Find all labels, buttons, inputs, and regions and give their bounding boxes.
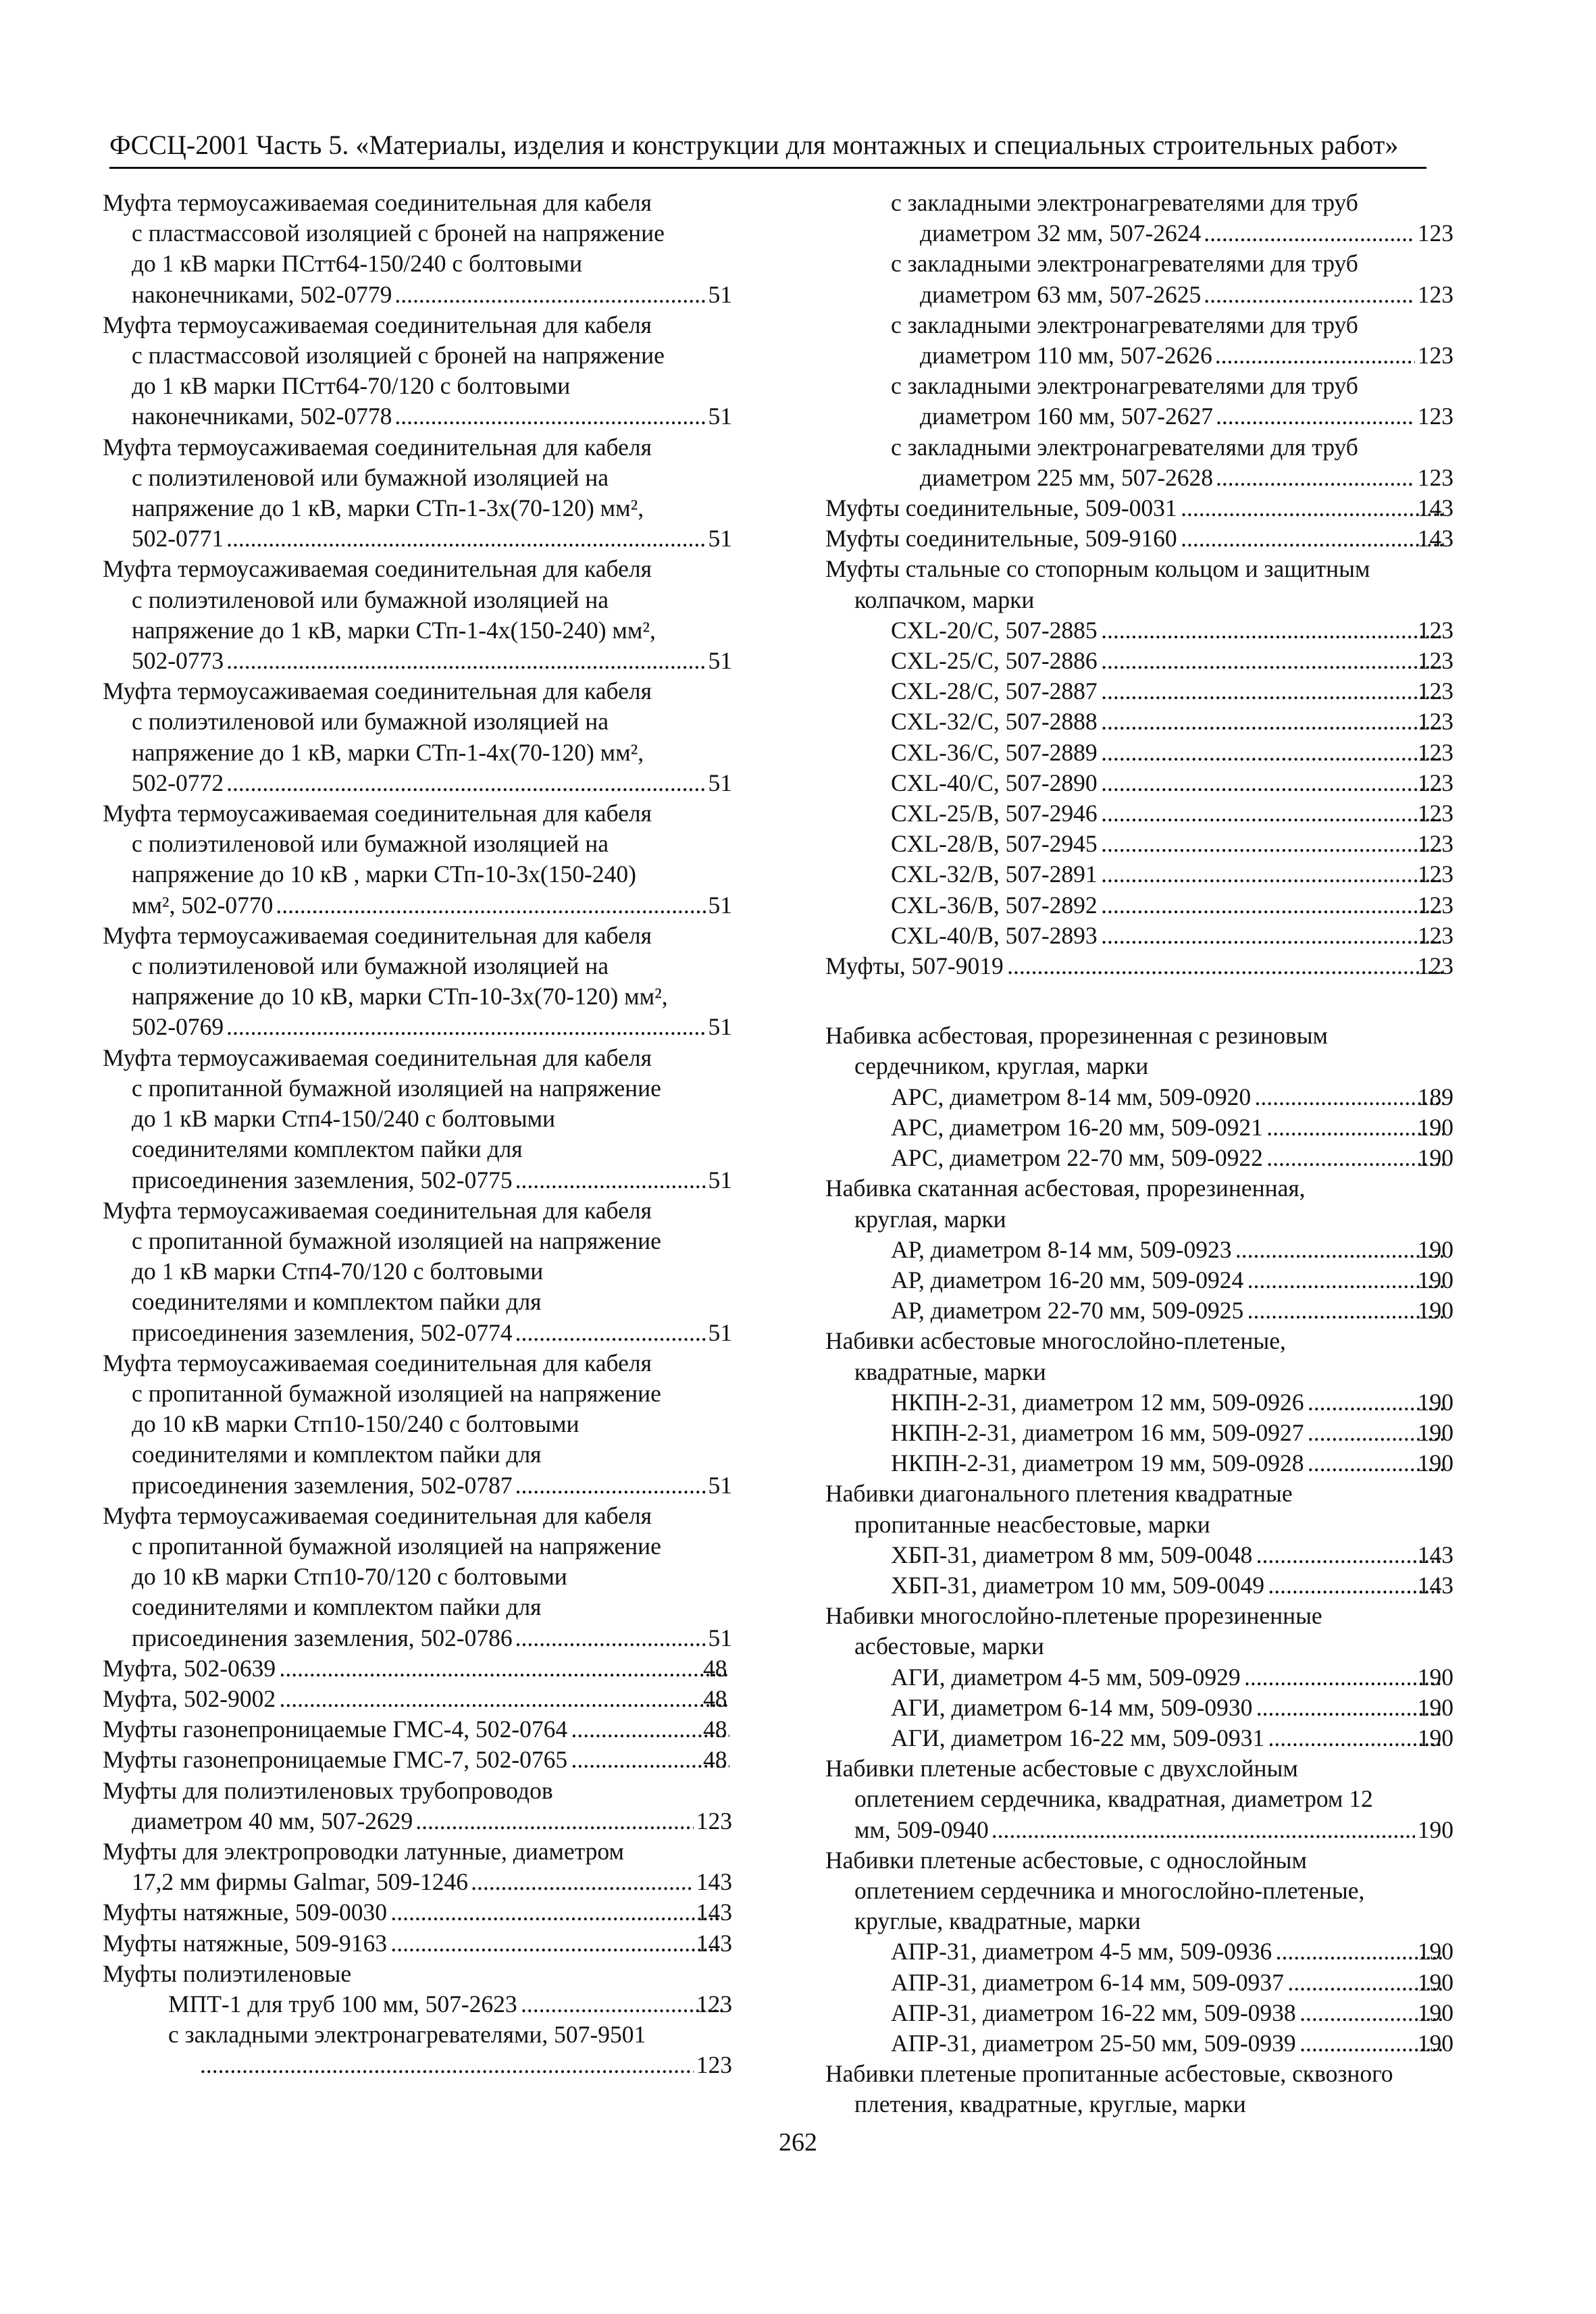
running-header: ФССЦ-2001 Часть 5. «Материалы, изделия и конструкции для монтажных и специальных строительных работ» — [109, 130, 1399, 160]
entry-text: Муфта термоусаживаемая соединительная для кабеля с полиэтиленовой или бумажной изоляцией на напряжение до 1 кВ, марки СТп-1-4х(70-120) мм², — [103, 677, 652, 766]
entry-text: с закладными электронагревателями для труб — [891, 189, 1358, 216]
entry-page-number: 51 — [708, 647, 732, 675]
index-entry — [825, 1143, 1453, 1173]
entry-page-number: 123 — [1417, 647, 1453, 675]
entry-page-number: 190 — [1417, 1663, 1453, 1691]
index-entry — [825, 523, 1453, 554]
entry-page-number: 51 — [708, 769, 732, 796]
index-entry — [825, 1265, 1453, 1295]
entry-text: Муфты для полиэтиленовых трубопроводов — [103, 1776, 553, 1804]
entry-page-number: 123 — [1417, 921, 1453, 949]
entry-last-line: CXL-32/B, 507-2891 — [891, 860, 1098, 888]
entry-page-number: 123 — [1417, 616, 1453, 644]
dot-leader — [1100, 829, 1444, 859]
index-entry — [825, 1173, 1453, 1234]
index-entry — [825, 1723, 1453, 1753]
entry-page-number: 123 — [1417, 800, 1453, 827]
dot-leader — [415, 1806, 693, 1836]
entry-text: Муфта термоусаживаемая соединительная для кабеля с пропитанной бумажной изоляцией на напряжение до 1 кВ марки Стп4-150/240 с болтовыми соединителями комплектом пайки для — [103, 1044, 661, 1163]
index-entry — [825, 1540, 1453, 1570]
index-entry — [103, 1836, 732, 1897]
dot-leader — [200, 2050, 694, 2080]
entry-last-line: CXL-20/C, 507-2885 — [891, 616, 1098, 644]
entry-page-number: 123 — [1417, 280, 1453, 308]
index-entry — [103, 432, 732, 555]
dot-leader — [1100, 859, 1444, 890]
entry-text: Муфта термоусаживаемая соединительная для кабеля с пластмассовой изоляцией с броней на напряжение до 1 кВ марки ПСтт64-70/120 с болтовыми — [103, 311, 665, 400]
entry-last-line: 17,2 мм фирмы Galmar, 509-1246 — [132, 1868, 469, 1896]
dot-leader — [1255, 1693, 1443, 1723]
entry-last-line: CXL-36/B, 507-2892 — [891, 891, 1098, 919]
index-entry — [103, 1959, 732, 1989]
entry-page-number: 123 — [1417, 463, 1453, 491]
index-entry: Муфта, 502-9002 ..... 48 — [103, 1684, 732, 1714]
entry-page-number: 190 — [1417, 1449, 1453, 1477]
index-entry — [825, 676, 1453, 706]
index-entry — [103, 1928, 732, 1959]
entry-page-number: 189 — [1417, 1083, 1453, 1110]
entry-page-number: 190 — [1417, 1724, 1453, 1751]
entry-last-line: CXL-40/C, 507-2890 — [891, 769, 1098, 796]
dot-leader — [1254, 1082, 1444, 1112]
entry-page-number: 190 — [1417, 1938, 1453, 1965]
index-column-right — [825, 188, 1453, 2120]
entry-last-line: Муфта, 502-9002 — [103, 1685, 276, 1712]
dot-leader — [1246, 1295, 1443, 1326]
dot-leader — [390, 1897, 723, 1928]
entry-last-line: АР, диаметром 16-20 мм, 509-0924 — [891, 1266, 1244, 1293]
entry-page-number: 190 — [1417, 1144, 1453, 1172]
index-entry — [103, 1043, 732, 1195]
entry-last-line: присоединения заземления, 502-0775 — [132, 1166, 513, 1193]
index-entry — [825, 921, 1453, 951]
entry-page-number: 123 — [1417, 708, 1453, 736]
index-entry — [825, 1387, 1453, 1418]
entry-last-line: CXL-25/B, 507-2946 — [891, 800, 1098, 827]
dot-leader — [1216, 463, 1415, 493]
entry-last-line: мм, 509-0940 — [854, 1816, 989, 1843]
entry-text: Муфты полиэтиленовые — [103, 1959, 352, 1987]
entry-text: Муфты для электропроводки латунные, диаметром — [103, 1837, 624, 1865]
entry-last-line: CXL-40/B, 507-2893 — [891, 921, 1098, 949]
index-entry — [103, 1348, 732, 1501]
entry-page-number: 51 — [708, 403, 732, 430]
entry-text: Набивки асбестовые многослойно-плетеные, квадратные, марки — [825, 1327, 1286, 1385]
index-entry — [825, 1326, 1453, 1387]
entry-last-line: 502-0772 — [132, 769, 224, 796]
entry-text: Муфта термоусаживаемая соединительная для кабеля с пропитанной бумажной изоляцией на напряжение до 10 кВ марки Стп10-70/120 с болтовыми соединителями и комплектом пайки для — [103, 1501, 661, 1621]
index-entry: Муфты газонепроницаемые ГМС-4, 502-0764 ..... 48 — [103, 1714, 732, 1745]
index-entry — [825, 1601, 1453, 1662]
entry-last-line: 502-0773 — [132, 647, 224, 675]
entry-page-number: 190 — [1417, 1418, 1453, 1446]
index-entry — [825, 646, 1453, 676]
entry-last-line: ХБП-31, диаметром 10 мм, 509-0049 — [891, 1571, 1265, 1599]
entry-page-number: 51 — [708, 1471, 732, 1499]
dot-leader — [226, 768, 705, 798]
entry-last-line: АГИ, диаметром 16-22 мм, 509-0931 — [891, 1724, 1265, 1751]
index-entry — [825, 738, 1453, 768]
dot-leader — [992, 1815, 1415, 1845]
entry-last-line: АПР-31, диаметром 6-14 мм, 509-0937 — [891, 1968, 1284, 1996]
entry-text: Набивка асбестовая, прорезиненная с резиновым сердечником, круглая, марки — [825, 1022, 1329, 1080]
entry-text: с закладными электронагревателями для труб — [891, 372, 1358, 400]
entry-text: с закладными электронагревателями, 507-9501 — [168, 2021, 646, 2049]
index-entry — [825, 1693, 1453, 1723]
dot-leader — [394, 280, 705, 310]
page-number: 262 — [779, 2128, 817, 2157]
entry-last-line: диаметром 40 мм, 507-2629 — [132, 1807, 413, 1834]
entry-page-number: 190 — [1417, 1693, 1453, 1721]
entry-page-number: 190 — [1417, 1388, 1453, 1416]
dot-leader — [520, 1989, 723, 2020]
dot-leader — [1100, 798, 1444, 829]
entry-page-number: 143 — [1417, 1571, 1453, 1599]
index-entry — [825, 2059, 1453, 2119]
entry-page-number: 190 — [1417, 1297, 1453, 1325]
entry-page-number: 190 — [1417, 2029, 1453, 2057]
dot-leader — [1100, 646, 1444, 676]
index-entry — [103, 798, 732, 921]
index-entry — [825, 890, 1453, 921]
entry-last-line: диаметром 110 мм, 507-2626 — [920, 342, 1212, 369]
entry-page-number: 51 — [708, 525, 732, 552]
entry-page-number: 51 — [708, 891, 732, 919]
dot-leader — [1204, 280, 1414, 310]
entry-page-number: 190 — [1417, 1968, 1453, 1996]
entry-page-number: 123 — [1417, 860, 1453, 888]
index-entry — [103, 1989, 732, 2020]
entry-last-line: наконечниками, 502-0779 — [132, 280, 392, 308]
index-entry — [103, 554, 732, 676]
index-entry — [825, 554, 1453, 615]
entry-last-line: мм², 502-0770 — [132, 891, 274, 919]
dot-leader — [1235, 1235, 1444, 1265]
entry-last-line: диаметром 32 мм, 507-2624 — [920, 220, 1202, 247]
dot-leader — [276, 890, 705, 921]
entry-text: Муфта термоусаживаемая соединительная для кабеля с пропитанной бумажной изоляцией на напряжение до 1 кВ марки Стп4-70/120 с болтовыми соединителями и комплектом пайки для — [103, 1196, 661, 1316]
index-entry — [825, 1112, 1453, 1143]
dot-leader — [1100, 768, 1444, 798]
entry-last-line: АР, диаметром 22-70 мм, 509-0925 — [891, 1297, 1244, 1325]
header-rule — [109, 167, 1426, 169]
entry-last-line: CXL-25/C, 507-2886 — [891, 647, 1098, 675]
dot-leader — [1100, 890, 1444, 921]
index-entry — [825, 859, 1453, 890]
dot-leader — [515, 1470, 706, 1501]
index-entry — [825, 1479, 1453, 1539]
index-column-left — [103, 188, 732, 2081]
index-entry — [825, 1998, 1453, 2028]
entry-last-line: ХБП-31, диаметром 8 мм, 509-0048 — [891, 1541, 1253, 1568]
entry-last-line: АПР-31, диаметром 4-5 мм, 509-0936 — [891, 1938, 1272, 1965]
entry-last-line: диаметром 63 мм, 507-2625 — [920, 280, 1202, 308]
dot-leader — [390, 1928, 723, 1959]
entry-last-line: АПР-31, диаметром 25-50 мм, 509-0939 — [891, 2029, 1296, 2057]
entry-text: Муфта термоусаживаемая соединительная для кабеля с полиэтиленовой или бумажной изоляцией на напряжение до 10 кВ , марки СТп-10-3х(150-240) — [103, 800, 652, 888]
entry-text: Набивка скатанная асбестовая, прорезиненная, круглая, марки — [825, 1175, 1306, 1233]
entry-page-number: 51 — [708, 280, 732, 308]
entry-text: Муфта термоусаживаемая соединительная для кабеля с полиэтиленовой или бумажной изоляцией на напряжение до 1 кВ, марки СТп-1-4х(150-240) мм², — [103, 555, 656, 644]
entry-last-line: CXL-28/B, 507-2945 — [891, 830, 1098, 858]
entry-text: с закладными электронагревателями для труб — [891, 250, 1358, 278]
entry-last-line: НКПН-2-31, диаметром 16 мм, 509-0927 — [891, 1418, 1304, 1446]
entry-page-number: 123 — [696, 1807, 732, 1834]
index-entry — [103, 1897, 732, 1928]
index-entry — [825, 798, 1453, 829]
entry-page-number: 123 — [1417, 677, 1453, 705]
entry-last-line: Муфты, 507-9019 — [825, 952, 1004, 980]
dot-leader — [515, 1165, 706, 1195]
dot-leader — [226, 523, 705, 554]
entry-last-line: 502-0769 — [132, 1013, 224, 1041]
entry-last-line: присоединения заземления, 502-0774 — [132, 1318, 513, 1346]
entry-text: с закладными электронагревателями для труб — [891, 311, 1358, 338]
entry-text: Набивки плетеные пропитанные асбестовые, сквозного плетения, квадратные, круглые, марки — [825, 2060, 1393, 2118]
dot-leader — [278, 1684, 729, 1714]
entry-page-number: 143 — [1417, 494, 1453, 522]
index-entry — [103, 310, 732, 432]
dot-leader — [1006, 951, 1444, 981]
entry-page-number: 123 — [1417, 891, 1453, 919]
index-entry — [825, 371, 1453, 432]
index-entry — [825, 1082, 1453, 1112]
entry-page-number: 123 — [1417, 738, 1453, 766]
index-entry — [825, 1936, 1453, 1967]
entry-text: Муфта термоусаживаемая соединительная для кабеля с пропитанной бумажной изоляцией на напряжение до 10 кВ марки Стп10-150/240 с болтовыми соединителями и комплектом пайки для — [103, 1349, 661, 1468]
entry-page-number: 123 — [696, 1990, 732, 2017]
index-entry — [103, 2020, 732, 2080]
entry-page-number: 190 — [1417, 1999, 1453, 2026]
index-entry — [825, 1662, 1453, 1693]
index-entry — [825, 829, 1453, 859]
entry-last-line: CXL-32/C, 507-2888 — [891, 708, 1098, 736]
index-entry — [825, 1295, 1453, 1326]
entry-text: с закладными электронагревателями для труб — [891, 433, 1358, 461]
dot-leader — [394, 401, 705, 432]
entry-last-line: АРС, диаметром 8-14 мм, 509-0920 — [891, 1083, 1252, 1110]
entry-last-line: диаметром 160 мм, 507-2627 — [920, 403, 1214, 430]
entry-last-line: АР, диаметром 8-14 мм, 509-0923 — [891, 1235, 1232, 1263]
dot-leader — [1204, 218, 1414, 249]
entry-last-line: АРС, диаметром 22-70 мм, 509-0922 — [891, 1144, 1263, 1172]
entry-text: Муфта термоусаживаемая соединительная для кабеля с полиэтиленовой или бумажной изоляцией на напряжение до 10 кВ, марки СТп-10-3х(70-120) мм², — [103, 921, 668, 1010]
dot-leader — [1100, 921, 1444, 951]
index-entry — [103, 188, 732, 310]
index-entry — [825, 1753, 1453, 1845]
entry-last-line: CXL-36/C, 507-2889 — [891, 738, 1098, 766]
entry-text: Набивки многослойно-плетеные прорезиненные асбестовые, марки — [825, 1602, 1322, 1660]
dot-leader — [1100, 676, 1444, 706]
entry-last-line: НКПН-2-31, диаметром 12 мм, 509-0926 — [891, 1388, 1304, 1416]
index-entry — [825, 1570, 1453, 1601]
index-entry — [825, 493, 1453, 523]
index-entry — [825, 1235, 1453, 1265]
index-entry — [825, 768, 1453, 798]
dot-leader — [1255, 1540, 1443, 1570]
dot-leader — [1100, 706, 1444, 737]
dot-leader — [1180, 523, 1444, 554]
entry-page-number: 51 — [708, 1624, 732, 1651]
index-entry — [825, 951, 1453, 981]
index-entry — [825, 1418, 1453, 1448]
entry-page-number: 123 — [1417, 952, 1453, 980]
entry-page-number: 143 — [696, 1868, 732, 1896]
entry-last-line: АПР-31, диаметром 16-22 мм, 509-0938 — [891, 1999, 1296, 2026]
index-entry — [103, 921, 732, 1043]
entry-last-line: НКПН-2-31, диаметром 19 мм, 509-0928 — [891, 1449, 1304, 1477]
index-entry — [103, 1501, 732, 1653]
entry-last-line: Муфты газонепроницаемые ГМС-4, 502-0764 — [103, 1716, 568, 1743]
entry-page-number: 123 — [1417, 220, 1453, 247]
entry-text: Муфта термоусаживаемая соединительная для кабеля с пластмассовой изоляцией с броней на напряжение до 1 кВ марки ПСтт64-150/240 с болтовыми — [103, 189, 665, 278]
index-entry — [825, 706, 1453, 737]
index-entry — [825, 615, 1453, 646]
index-entry — [825, 1448, 1453, 1479]
entry-page-number: 190 — [1417, 1266, 1453, 1293]
dot-leader — [1243, 1662, 1444, 1693]
index-entry — [825, 188, 1453, 249]
entry-page-number: 143 — [696, 1899, 732, 1926]
index-entry — [825, 2028, 1453, 2059]
index-entry: Муфта, 502-0639 ..... 48 — [103, 1653, 732, 1684]
entry-page-number: 123 — [1417, 830, 1453, 858]
entry-page-number: 51 — [708, 1013, 732, 1041]
index-entry — [825, 1845, 1453, 1937]
entry-page-number: 143 — [1417, 1541, 1453, 1568]
entry-page-number: 190 — [1417, 1816, 1453, 1843]
entry-page-number: 51 — [708, 1166, 732, 1193]
entry-text: Набивки плетеные асбестовые с двухслойным оплетением сердечника, квадратная, диаметром 12 — [825, 1755, 1373, 1813]
entry-last-line: наконечниками, 502-0778 — [132, 403, 392, 430]
index-entry — [825, 1968, 1453, 1998]
entry-text: Муфты стальные со стопорным кольцом и защитным колпачком, марки — [825, 555, 1370, 613]
entry-last-line: АГИ, диаметром 6-14 мм, 509-0930 — [891, 1693, 1253, 1721]
index-entry — [825, 1021, 1453, 1081]
entry-last-line: 502-0771 — [132, 525, 224, 552]
entry-last-line: АГИ, диаметром 4-5 мм, 509-0929 — [891, 1663, 1241, 1691]
entry-page-number: 123 — [1417, 403, 1453, 430]
entry-last-line: Муфты натяжные, 509-9163 — [103, 1929, 387, 1957]
entry-last-line: Муфты газонепроницаемые ГМС-7, 502-0765 — [103, 1746, 568, 1774]
entry-page-number: 190 — [1417, 1235, 1453, 1263]
dot-leader — [1246, 1265, 1443, 1295]
dot-leader — [226, 646, 705, 676]
dot-leader — [1100, 738, 1444, 768]
entry-last-line: Муфты соединительные, 509-9160 — [825, 525, 1177, 552]
entry-page-number: 143 — [696, 1929, 732, 1957]
dot-leader — [1216, 401, 1415, 432]
entry-last-line: присоединения заземления, 502-0787 — [132, 1471, 513, 1499]
entry-page-number: 123 — [1417, 342, 1453, 369]
entry-text: Набивки диагонального плетения квадратные пропитанные неасбестовые, марки — [825, 1480, 1293, 1538]
dot-leader — [515, 1318, 706, 1348]
entry-text: Набивки плетеные асбестовые, с однослойным оплетением сердечника и многослойно-плетеные, круглые, квадратные, марки — [825, 1846, 1365, 1935]
entry-page-number: 123 — [1417, 769, 1453, 796]
dot-leader — [1180, 493, 1444, 523]
index-entry — [825, 432, 1453, 493]
index-entry — [825, 310, 1453, 371]
entry-page-number: 123 — [696, 2051, 732, 2079]
dot-leader — [1215, 340, 1415, 371]
entry-page-number: 190 — [1417, 1113, 1453, 1141]
entry-last-line: CXL-28/C, 507-2887 — [891, 677, 1098, 705]
entry-page-number: 51 — [708, 1318, 732, 1346]
entry-last-line: АРС, диаметром 16-20 мм, 509-0921 — [891, 1113, 1263, 1141]
entry-last-line: Муфты натяжные, 509-0030 — [103, 1899, 387, 1926]
dot-leader — [278, 1653, 729, 1684]
dot-leader — [226, 1012, 705, 1042]
index-entry — [103, 676, 732, 798]
dot-leader — [515, 1623, 706, 1653]
entry-last-line: диаметром 225 мм, 507-2628 — [920, 463, 1214, 491]
entry-last-line: присоединения заземления, 502-0786 — [132, 1624, 513, 1651]
dot-leader — [1100, 615, 1444, 646]
entry-page-number: 143 — [1417, 525, 1453, 552]
index-entry — [103, 1776, 732, 1836]
entry-last-line: МПТ-1 для труб 100 мм, 507-2623 — [168, 1990, 517, 2017]
entry-text: Муфта термоусаживаемая соединительная для кабеля с полиэтиленовой или бумажной изоляцией на напряжение до 1 кВ, марки СТп-1-3х(70-120) мм², — [103, 433, 652, 522]
index-entry: Муфты газонепроницаемые ГМС-7, 502-0765 ..... 48 — [103, 1745, 732, 1775]
index-entry — [103, 1195, 732, 1348]
entry-last-line: Муфты соединительные, 509-0031 — [825, 494, 1177, 522]
index-entry — [825, 249, 1453, 309]
entry-last-line: Муфта, 502-0639 — [103, 1654, 276, 1682]
dot-leader — [471, 1867, 694, 1897]
